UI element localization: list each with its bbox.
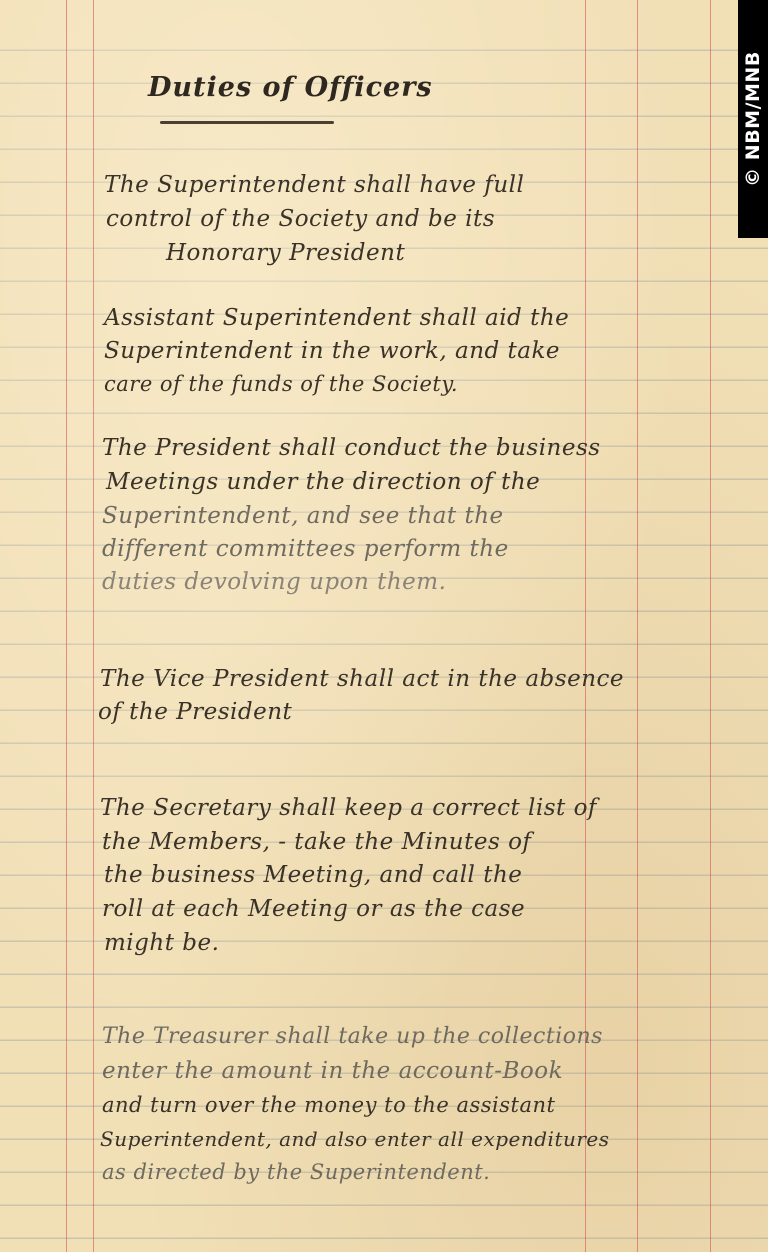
margin-rule-right-2 bbox=[637, 0, 638, 1252]
president-line-3: Superintendent, and see that the bbox=[102, 503, 504, 529]
secretary-line-5: might be. bbox=[104, 930, 220, 956]
page-title: Duties of Officers bbox=[148, 72, 433, 103]
margin-rule-right-1 bbox=[585, 0, 586, 1252]
margin-rule-right-3 bbox=[710, 0, 711, 1252]
superintendent-line-2: control of the Society and be its bbox=[106, 206, 496, 232]
copyright-text: © NBM/MNB bbox=[742, 51, 764, 187]
vice-president-line-1: The Vice President shall act in the absence bbox=[100, 666, 624, 692]
vice-president-line-2: of the President bbox=[98, 699, 293, 725]
treasurer-line-5: as directed by the Superintendent. bbox=[102, 1160, 491, 1184]
assistant-superintendent-line-1: Assistant Superintendent shall aid the bbox=[104, 305, 570, 331]
treasurer-line-1: The Treasurer shall take up the collections bbox=[102, 1024, 603, 1049]
secretary-line-2: the Members, - take the Minutes of bbox=[102, 829, 532, 855]
treasurer-line-4: Superintendent, and also enter all expenditures bbox=[100, 1127, 610, 1151]
margin-rule-left-outer bbox=[66, 0, 67, 1252]
copyright-stamp bbox=[738, 0, 768, 238]
president-line-5: duties devolving upon them. bbox=[102, 569, 447, 595]
superintendent-line-3: Honorary President bbox=[166, 240, 406, 266]
margin-rule-left-inner bbox=[93, 0, 94, 1252]
secretary-line-3: the business Meeting, and call the bbox=[104, 862, 523, 888]
superintendent-line-1: The Superintendent shall have full bbox=[104, 172, 525, 198]
title-underline bbox=[160, 121, 334, 124]
treasurer-line-2: enter the amount in the account-Book bbox=[102, 1058, 564, 1084]
treasurer-line-3: and turn over the money to the assistant bbox=[102, 1093, 556, 1117]
president-line-2: Meetings under the direction of the bbox=[106, 469, 541, 495]
secretary-line-1: The Secretary shall keep a correct list of bbox=[100, 795, 597, 821]
president-line-4: different committees perform the bbox=[102, 536, 509, 562]
assistant-superintendent-line-2: Superintendent in the work, and take bbox=[104, 338, 561, 364]
president-line-1: The President shall conduct the business bbox=[102, 435, 601, 461]
assistant-superintendent-line-3: care of the funds of the Society. bbox=[104, 372, 459, 396]
secretary-line-4: roll at each Meeting or as the case bbox=[102, 896, 526, 922]
